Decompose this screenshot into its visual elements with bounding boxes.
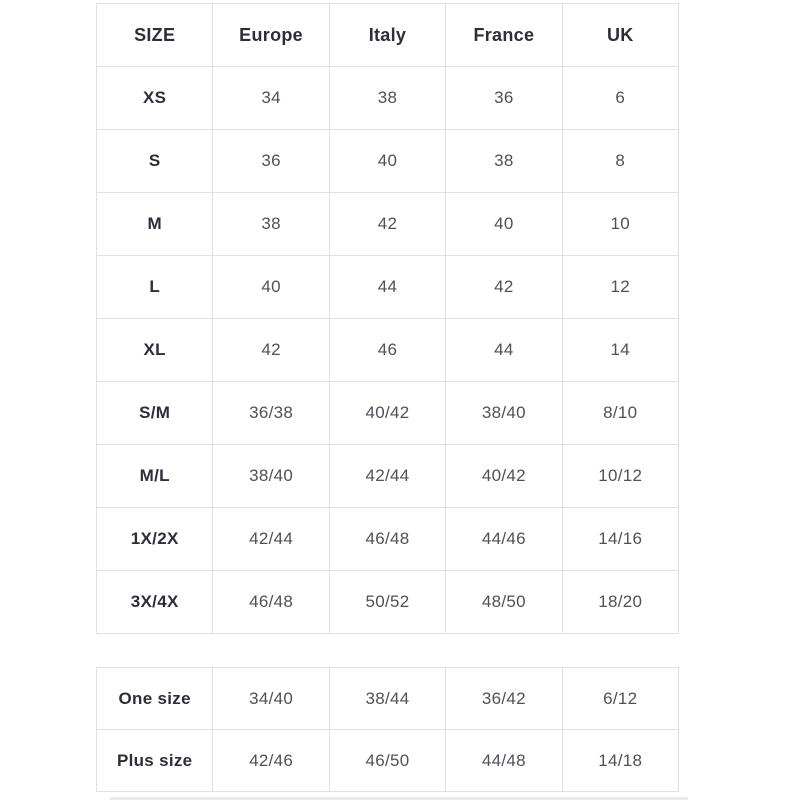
size-value-cell: 6 bbox=[562, 67, 678, 130]
size-value-cell: 42 bbox=[446, 256, 562, 319]
column-header-uk: UK bbox=[562, 4, 678, 67]
size-value-cell: 34 bbox=[213, 67, 329, 130]
table-row bbox=[97, 130, 679, 193]
size-value-cell: 10/12 bbox=[562, 445, 678, 508]
size-value-cell: 42/44 bbox=[329, 445, 445, 508]
size-value-cell: 42/46 bbox=[213, 730, 329, 792]
column-header-size: SIZE bbox=[97, 4, 213, 67]
size-value-cell: 38/44 bbox=[329, 668, 445, 730]
row-label: One size bbox=[97, 668, 213, 730]
size-value-cell: 46/48 bbox=[329, 508, 445, 571]
size-value-cell: 46/50 bbox=[329, 730, 445, 792]
size-value-cell: 38/40 bbox=[446, 382, 562, 445]
size-value-cell: 36 bbox=[446, 67, 562, 130]
table-row bbox=[97, 67, 679, 130]
table-row bbox=[97, 730, 679, 792]
size-value-cell: 38 bbox=[446, 130, 562, 193]
size-value-cell: 14/16 bbox=[562, 508, 678, 571]
column-header-italy: Italy bbox=[329, 4, 445, 67]
size-value-cell: 46 bbox=[329, 319, 445, 382]
size-value-cell: 10 bbox=[562, 193, 678, 256]
size-value-cell: 50/52 bbox=[329, 571, 445, 634]
row-label: L bbox=[97, 256, 213, 319]
size-value-cell: 14/18 bbox=[562, 730, 678, 792]
size-value-cell: 40 bbox=[329, 130, 445, 193]
table-row bbox=[97, 256, 679, 319]
table-row bbox=[97, 508, 679, 571]
size-value-cell: 38 bbox=[329, 67, 445, 130]
table-row bbox=[97, 668, 679, 730]
table-row bbox=[97, 193, 679, 256]
size-value-cell: 36 bbox=[213, 130, 329, 193]
size-value-cell: 8 bbox=[562, 130, 678, 193]
size-value-cell: 34/40 bbox=[213, 668, 329, 730]
size-value-cell: 38/40 bbox=[213, 445, 329, 508]
size-value-cell: 44 bbox=[329, 256, 445, 319]
row-label: XS bbox=[97, 67, 213, 130]
special-sizes-table bbox=[96, 667, 679, 792]
size-value-cell: 42 bbox=[329, 193, 445, 256]
row-label: 3X/4X bbox=[97, 571, 213, 634]
table-row bbox=[97, 445, 679, 508]
size-value-cell: 40 bbox=[446, 193, 562, 256]
table-row bbox=[97, 319, 679, 382]
size-value-cell: 36/42 bbox=[446, 668, 562, 730]
size-value-cell: 44/48 bbox=[446, 730, 562, 792]
size-value-cell: 42 bbox=[213, 319, 329, 382]
row-label: M/L bbox=[97, 445, 213, 508]
size-value-cell: 42/44 bbox=[213, 508, 329, 571]
size-value-cell: 6/12 bbox=[562, 668, 678, 730]
size-value-cell: 36/38 bbox=[213, 382, 329, 445]
size-value-cell: 8/10 bbox=[562, 382, 678, 445]
header-row bbox=[97, 4, 679, 67]
table-row bbox=[97, 571, 679, 634]
size-value-cell: 44 bbox=[446, 319, 562, 382]
column-header-europe: Europe bbox=[213, 4, 329, 67]
size-value-cell: 40/42 bbox=[329, 382, 445, 445]
row-label: 1X/2X bbox=[97, 508, 213, 571]
row-label: S/M bbox=[97, 382, 213, 445]
size-value-cell: 12 bbox=[562, 256, 678, 319]
size-conversion-table bbox=[96, 3, 679, 634]
size-value-cell: 46/48 bbox=[213, 571, 329, 634]
row-label: S bbox=[97, 130, 213, 193]
size-value-cell: 40/42 bbox=[446, 445, 562, 508]
column-header-france: France bbox=[446, 4, 562, 67]
size-value-cell: 14 bbox=[562, 319, 678, 382]
size-value-cell: 38 bbox=[213, 193, 329, 256]
row-label: Plus size bbox=[97, 730, 213, 792]
size-value-cell: 44/46 bbox=[446, 508, 562, 571]
table-row bbox=[97, 382, 679, 445]
row-label: M bbox=[97, 193, 213, 256]
size-value-cell: 40 bbox=[213, 256, 329, 319]
row-label: XL bbox=[97, 319, 213, 382]
size-value-cell: 18/20 bbox=[562, 571, 678, 634]
size-value-cell: 48/50 bbox=[446, 571, 562, 634]
